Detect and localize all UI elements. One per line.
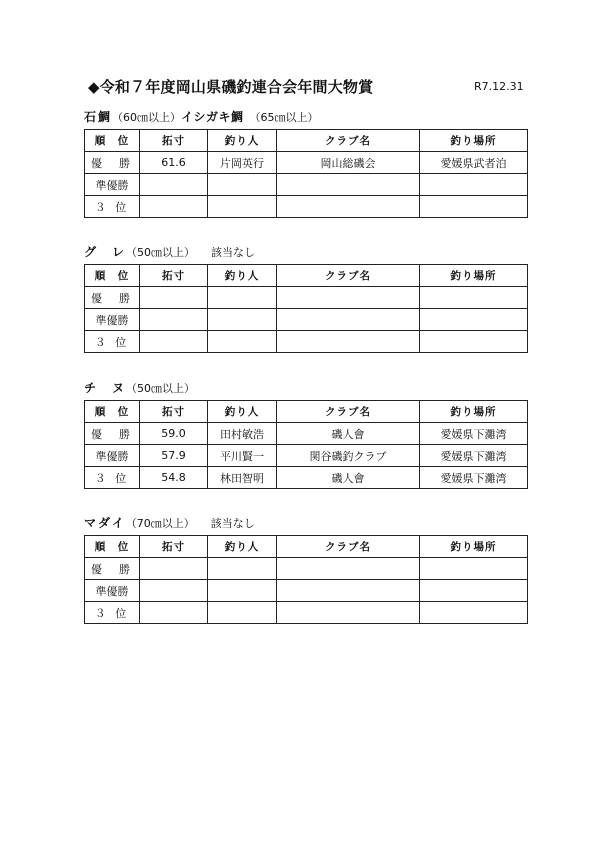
cell-club <box>277 602 420 624</box>
size-requirement: （50㎝以上） <box>126 246 196 259</box>
cell-angler <box>208 196 277 218</box>
cell-angler <box>208 309 277 331</box>
column-header: 順 位 <box>85 536 140 558</box>
cell-location: 愛媛県下灘湾 <box>420 445 528 467</box>
cell-location <box>420 331 528 353</box>
cell-location: 愛媛県武者泊 <box>420 152 528 174</box>
size-requirement: （50㎝以上） <box>126 382 196 395</box>
column-header: 順 位 <box>85 265 140 287</box>
column-header: 拓寸 <box>140 536 208 558</box>
cell-rank: 優 勝 <box>85 423 140 445</box>
section-heading <box>84 514 522 532</box>
species-name: チ ヌ <box>84 381 127 395</box>
cell-rank: ３ 位 <box>85 331 140 353</box>
cell-angler: 片岡英行 <box>208 152 277 174</box>
column-header: 釣り人 <box>208 265 277 287</box>
no-entry-note: 該当なし <box>210 517 255 530</box>
column-header: 拓寸 <box>140 130 208 152</box>
cell-rank: 準優勝 <box>85 580 140 602</box>
cell-location <box>420 580 528 602</box>
column-header: 釣り人 <box>208 401 277 423</box>
cell-length <box>140 558 208 580</box>
table-row <box>85 467 528 489</box>
cell-location <box>420 602 528 624</box>
table-row <box>85 287 528 309</box>
cell-rank: ３ 位 <box>85 602 140 624</box>
column-header: クラブ名 <box>277 265 420 287</box>
cell-angler: 林田智明 <box>208 467 277 489</box>
table-row <box>85 309 528 331</box>
table-header-row <box>85 401 528 423</box>
cell-location: 愛媛県下灘湾 <box>420 467 528 489</box>
section-heading <box>84 108 522 126</box>
award-section <box>84 108 522 218</box>
column-header: クラブ名 <box>277 130 420 152</box>
cell-length <box>140 174 208 196</box>
species-name: 石鯛 <box>84 110 113 124</box>
cell-club <box>277 174 420 196</box>
cell-club: 関谷磯釣クラブ <box>277 445 420 467</box>
cell-rank: 準優勝 <box>85 445 140 467</box>
cell-club <box>277 331 420 353</box>
cell-location <box>420 287 528 309</box>
column-header: 釣り人 <box>208 130 277 152</box>
results-table <box>84 264 528 353</box>
cell-length: 61.6 <box>140 152 208 174</box>
column-header: クラブ名 <box>277 536 420 558</box>
cell-length <box>140 196 208 218</box>
cell-club <box>277 558 420 580</box>
table-row <box>85 423 528 445</box>
award-section <box>84 379 522 489</box>
cell-club <box>277 287 420 309</box>
cell-angler: 田村敏浩 <box>208 423 277 445</box>
table-header-row <box>85 536 528 558</box>
cell-angler <box>208 287 277 309</box>
column-header: クラブ名 <box>277 401 420 423</box>
cell-location <box>420 309 528 331</box>
section-heading <box>84 243 522 261</box>
cell-location <box>420 558 528 580</box>
cell-rank: ３ 位 <box>85 467 140 489</box>
column-header: 釣り人 <box>208 536 277 558</box>
species-name: グ レ <box>84 245 127 259</box>
cell-club: 岡山総磯会 <box>277 152 420 174</box>
table-row <box>85 580 528 602</box>
cell-angler <box>208 558 277 580</box>
column-header: 拓寸 <box>140 265 208 287</box>
cell-angler <box>208 174 277 196</box>
size-requirement: （65㎝以上） <box>249 111 319 124</box>
cell-length <box>140 309 208 331</box>
cell-rank: 準優勝 <box>85 174 140 196</box>
results-table <box>84 535 528 624</box>
cell-length <box>140 580 208 602</box>
cell-length <box>140 602 208 624</box>
size-requirement: （70㎝以上） <box>125 517 195 530</box>
species-name: イシガキ鯛 <box>181 110 244 124</box>
cell-rank: 優 勝 <box>85 287 140 309</box>
table-row <box>85 558 528 580</box>
column-header: 釣り場所 <box>420 536 528 558</box>
cell-length: 57.9 <box>140 445 208 467</box>
award-section <box>84 243 522 353</box>
table-row <box>85 196 528 218</box>
column-header: 拓寸 <box>140 401 208 423</box>
size-requirement: （60㎝以上） <box>112 111 182 124</box>
table-row <box>85 331 528 353</box>
cell-club <box>277 196 420 218</box>
results-table <box>84 400 528 489</box>
column-header: 釣り場所 <box>420 130 528 152</box>
section-heading <box>84 379 522 397</box>
cell-club: 磯人會 <box>277 423 420 445</box>
cell-location <box>420 174 528 196</box>
column-header: 順 位 <box>85 130 140 152</box>
cell-length: 59.0 <box>140 423 208 445</box>
table-header-row <box>85 265 528 287</box>
cell-club <box>277 580 420 602</box>
column-header: 釣り場所 <box>420 401 528 423</box>
results-table <box>84 129 528 218</box>
no-entry-note: 該当なし <box>211 246 256 259</box>
cell-rank: 優 勝 <box>85 152 140 174</box>
cell-angler <box>208 580 277 602</box>
cell-club: 磯人會 <box>277 467 420 489</box>
table-row <box>85 174 528 196</box>
cell-length <box>140 331 208 353</box>
cell-location <box>420 196 528 218</box>
cell-club <box>277 309 420 331</box>
table-row <box>85 152 528 174</box>
species-name: マダイ <box>84 516 126 530</box>
document-title: ◆令和７年度岡山県磯釣連合会年間大物賞 <box>88 78 374 96</box>
column-header: 釣り場所 <box>420 265 528 287</box>
table-header-row <box>85 130 528 152</box>
cell-length <box>140 287 208 309</box>
document-date: R7.12.31 <box>474 80 524 93</box>
table-row <box>85 602 528 624</box>
cell-rank: 準優勝 <box>85 309 140 331</box>
table-row <box>85 445 528 467</box>
cell-location: 愛媛県下灘湾 <box>420 423 528 445</box>
cell-rank: ３ 位 <box>85 196 140 218</box>
cell-angler: 平川賢一 <box>208 445 277 467</box>
column-header: 順 位 <box>85 401 140 423</box>
cell-angler <box>208 602 277 624</box>
award-section <box>84 514 522 624</box>
cell-rank: 優 勝 <box>85 558 140 580</box>
cell-angler <box>208 331 277 353</box>
cell-length: 54.8 <box>140 467 208 489</box>
